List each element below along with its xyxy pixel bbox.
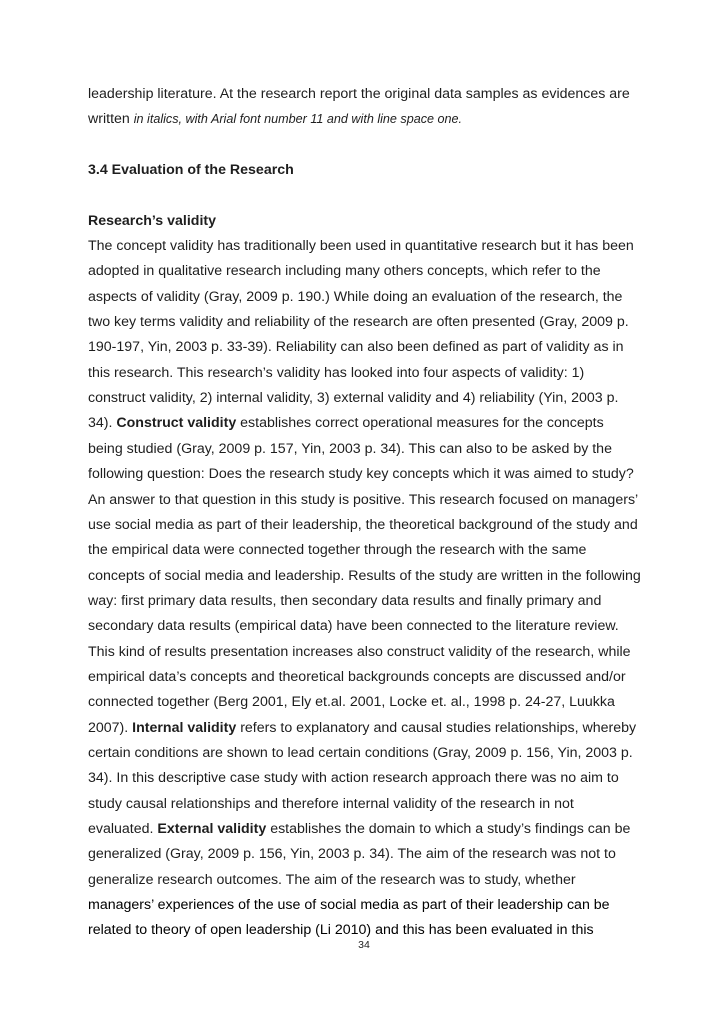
construct-validity-term: Construct validity	[116, 415, 237, 432]
intro-line-2	[88, 107, 663, 132]
subheading: Research’s validity	[88, 212, 217, 229]
paragraph-line: This kind of results presentation increases also construct validity of the research, while	[88, 643, 631, 660]
paragraph-line: generalized (Gray, 2009 p. 156, Yin, 2003 p. 34). The aim of the research was not to	[88, 846, 616, 863]
paragraph-line: study causal relationships and therefore internal validity of the research in not	[88, 795, 574, 812]
paragraph-line: secondary data results (empirical data) have been connected to the literature review.	[88, 618, 619, 635]
paragraph-line: managers’ experiences of the use of social media as part of their leadership can be	[88, 897, 610, 913]
paragraph-line: adopted in qualitative research including many others concepts, which refer to the	[88, 263, 601, 280]
line-start: 2007).	[88, 719, 133, 736]
section-heading: 3.4 Evaluation of the Research	[88, 162, 294, 179]
paragraph-line	[88, 817, 663, 842]
paragraph-line: generalize research outcomes. The aim of the research was to study, whether	[88, 871, 576, 888]
line-end: establishes correct operational measures for the concepts	[236, 415, 604, 432]
page-number: 34	[358, 939, 370, 951]
paragraph-line: connected together (Berg 2001, Ely et.al. 2001, Locke et. al., 1998 p. 24-27, Luukka	[88, 694, 615, 711]
paragraph-line: construct validity, 2) internal validity, 3) external validity and 4) reliability (Yin, 2003 p.	[88, 390, 619, 407]
paragraph-line: The concept validity has traditionally been used in quantitative research but it has been	[88, 238, 634, 255]
paragraph-line	[88, 411, 663, 436]
line-end: establishes the domain to which a study’s findings can be	[266, 820, 631, 837]
document-page	[88, 82, 663, 944]
internal-validity-term: Internal validity	[132, 719, 237, 736]
paragraph-line	[88, 716, 663, 741]
intro-line-1: leadership literature. At the research report the original data samples as evidences are	[88, 86, 630, 102]
line-start: 34).	[88, 415, 117, 432]
paragraph-line: certain conditions are shown to lead certain conditions (Gray, 2009 p. 156, Yin, 2003 p.	[88, 744, 633, 761]
validity-paragraph	[88, 234, 663, 944]
paragraph-line: use social media as part of their leadership, the theoretical background of the study and	[88, 516, 638, 533]
line-start: evaluated.	[88, 820, 158, 837]
line-end: refers to explanatory and causal studies relationships, whereby	[236, 719, 637, 736]
paragraph-line: following question: Does the research study key concepts which it was aimed to study?	[88, 466, 634, 483]
paragraph-line: empirical data’s concepts and theoretical backgrounds concepts are discussed and/or	[88, 668, 626, 685]
paragraph-line: aspects of validity (Gray, 2009 p. 190.) While doing an evaluation of the research, the	[88, 288, 623, 305]
paragraph-line: the empirical data were connected together through the research with the same	[88, 542, 587, 559]
intro-italic-note: in italics, with Arial font number 11 and with line space one.	[133, 112, 463, 127]
paragraph-line: two key terms validity and reliability of the research are often presented (Gray, 2009 p.	[88, 314, 629, 331]
paragraph-line: way: first primary data results, then secondary data results and finally primary and	[88, 592, 602, 609]
intro-line-2-start: written	[88, 111, 134, 128]
paragraph-line: An answer to that question in this study is positive. This research focused on managers’	[88, 491, 639, 508]
paragraph-line: concepts of social media and leadership. Results of the study are written in the following	[88, 567, 641, 584]
paragraph-line: 34). In this descriptive case study with action research approach there was no aim to	[88, 770, 619, 787]
paragraph-line: being studied (Gray, 2009 p. 157, Yin, 2003 p. 34). This can also to be asked by the	[88, 440, 612, 457]
paragraph-line: related to theory of open leadership (Li 2010) and this has been evaluated in this	[88, 922, 594, 939]
paragraph-line: this research. This research’s validity has looked into four aspects of validity: 1)	[88, 364, 585, 381]
external-validity-term: External validity	[157, 820, 267, 837]
paragraph-line: 190-197, Yin, 2003 p. 33-39). Reliability can also been defined as part of validity as in	[88, 339, 624, 356]
